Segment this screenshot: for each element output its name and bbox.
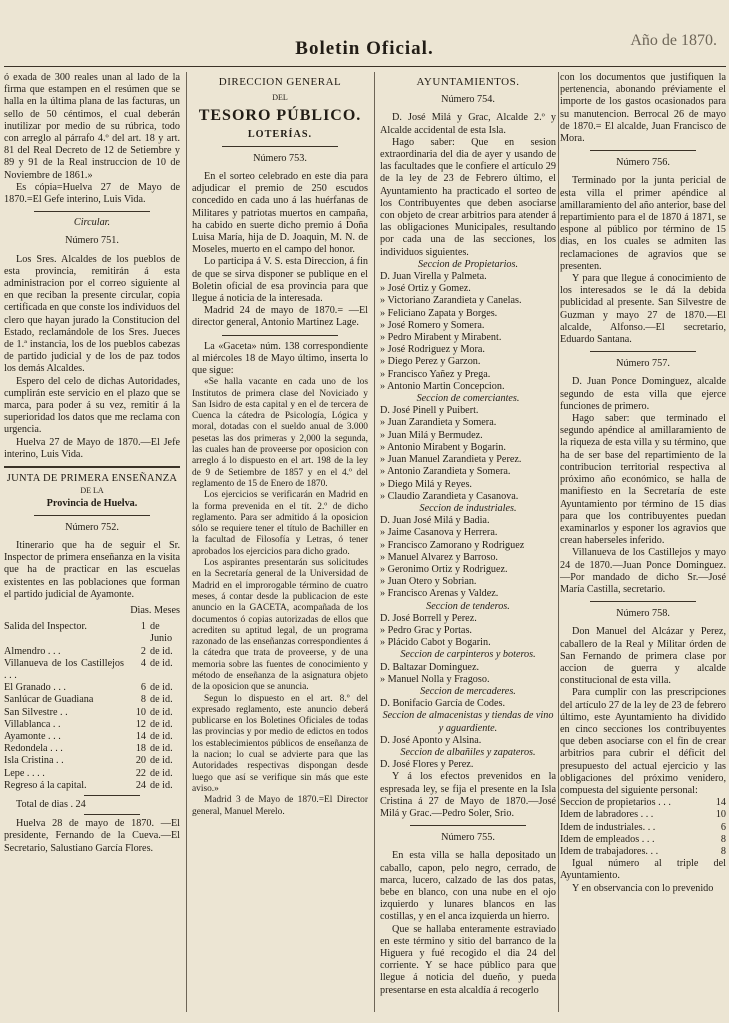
- section-heading: JUNTA DE PRIMERA ENSEÑANZA: [6, 473, 178, 485]
- itinerary-place: Salida del Inspector.: [4, 621, 87, 633]
- paragraph: Igual número al triple del Ayuntamiento.: [560, 858, 726, 882]
- list-item: » Manuel Alvarez y Barroso.: [380, 551, 498, 563]
- itinerary-day: 22: [135, 767, 146, 779]
- itinerary-month: de id.: [150, 718, 173, 730]
- itinerary-month: de id.: [150, 694, 173, 706]
- list-item: » José Romero y Somera.: [380, 319, 485, 331]
- paragraph: D. Juan Ponce Dominguez, alcalde segundo de esta villa que ejerce funciones de primero.: [560, 376, 726, 412]
- itinerary-day: 8: [140, 694, 146, 706]
- paragraph: «Se halla vacante en cada uno de los Institutos de primera clase del Noviciado y San Isidro de esta capital y en el de tercera de Cuenca la cátedra de Psicología, Lógica y moral, dotadas con el sueldo anual de 3.000 pesetas las dos primeras y 2,000 la segunda, las cuales han de proveerse por oposicion con arreglo á lo dispuesto en el art. 198 de la ley de 9 de Setiembre de 1857 y en el 4.º del reglamento de 15 de Enero de 1870.: [192, 377, 368, 489]
- itinerary-place: Villablanca . .: [4, 718, 61, 730]
- paragraph: D. José Milá y Grac, Alcalde 2.º y Alcalde accidental de esta Isla.: [380, 112, 556, 136]
- section-label: Seccion de almacenistas y tiendas de vino y aguardiente.: [382, 710, 554, 734]
- itinerary-month: de id.: [150, 706, 173, 718]
- paragraph: En esta villa se halla depositado un caballo, capon, pelo negro, cerrado, de marca, lucero, calzado de las dos patas, bebe en blanco, con una nube en el ojo izquierdo y lunares blancos en las costillas, y en el anca izquierda un hierro.: [380, 850, 556, 923]
- paragraph: Madrid 3 de Mayo de 1870.=El Director general, Manuel Merelo.: [192, 795, 368, 817]
- section-title: TESORO PÚBLICO.: [198, 107, 362, 125]
- itinerary-month: de Junio: [150, 621, 173, 645]
- table-row: [560, 822, 726, 834]
- list-item: » Claudio Zarandieta y Casanova.: [380, 490, 519, 502]
- itinerary-place: Sanlúcar de Guadiana: [4, 694, 94, 706]
- divider: [410, 825, 526, 826]
- sections-table: [560, 797, 726, 858]
- section-heading: DIRECCION GENERAL: [218, 76, 342, 88]
- itinerary-day: 4: [140, 657, 146, 669]
- table-row: [4, 768, 180, 780]
- paragraph: Y en observancia con lo prevenido: [572, 882, 714, 894]
- notice-number: Número 756.: [616, 157, 670, 169]
- itinerary-place: Ayamonte . . .: [4, 730, 61, 742]
- section-count: 8: [720, 845, 726, 857]
- table-row: [4, 780, 180, 792]
- list-item: » Juan Otero y Sobrian.: [380, 576, 477, 588]
- table-row: [560, 809, 726, 821]
- section-count: 14: [715, 797, 726, 809]
- list-item: » Pedro Mirabent y Mirabent.: [380, 332, 502, 344]
- list-item: » José Rodriguez y Mora.: [380, 344, 485, 356]
- itinerary-place: Redondela . . .: [4, 743, 63, 755]
- table-header: Dias. Meses: [130, 604, 180, 616]
- section-subheading: Provincia de Huelva.: [46, 497, 138, 509]
- column-2: [192, 72, 368, 818]
- table-row: [560, 834, 726, 846]
- paragraph: Hago saber: Que en sesion extraordinaria del dia de ayer y usando de las facultades que le confiere el artículo 29 de la ley de 23 de Febrero último, el Ayuntamiento ha practicado el sorteo de los Contribuyentes que deben asociarse con objeto de crear arbitrios para atender á las obligaciones Municipales, resultando por cada una de las secciones, los individuos siguientes.: [380, 136, 556, 258]
- list-item: » Juan Milá y Bermudez.: [380, 429, 483, 441]
- paragraph: Lo participa á V. S. esta Direccion, á fin de que se sirva disponer se publique en el Boletin oficial de esa provincia para que llegue á noticia de la interesada.: [192, 256, 368, 305]
- table-row: [4, 694, 180, 706]
- table-row: [4, 621, 180, 645]
- paragraph: Madrid 24 de mayo de 1870.= —El director general, Antonio Martinez Lage.: [192, 305, 368, 329]
- section-label: Idem de labradores . . .: [560, 809, 654, 821]
- list-item: D. Juan José Milá y Badia.: [380, 515, 490, 527]
- list-item: » Antonio Zarandieta y Somera.: [380, 466, 511, 478]
- notice-number: Número 752.: [65, 521, 119, 533]
- section-label: Seccion de albañiles y zapateros.: [400, 746, 536, 758]
- list-item: » Feliciano Zapata y Borges.: [380, 307, 498, 319]
- itinerary-day: 24: [135, 779, 146, 791]
- divider: [84, 795, 140, 796]
- list-item: » Juan Zarandieta y Somera.: [380, 417, 497, 429]
- list-item: » Diego Perez y Garzon.: [380, 356, 481, 368]
- notice-number: Número 758.: [616, 608, 670, 620]
- section-label: Idem de trabajadores. . .: [560, 845, 659, 857]
- name-list: [380, 698, 556, 710]
- list-item: » Francisco Arenas y Valdez.: [380, 588, 499, 600]
- table-row: [4, 731, 180, 743]
- paragraph: Y para que llegue á conocimiento de los interesados se le dá la debida publicidad al presente. San Silvestre de Guzman y mayo 27 de 1870.—El alcalde, Alfonso.—El secretario, Eduardo Santana.: [560, 273, 726, 346]
- itinerary-month: de id.: [150, 743, 173, 755]
- itinerary-place: Villanueva de los Castillejos . . .: [4, 657, 124, 681]
- notice-number: Número 757.: [616, 358, 670, 370]
- section-label: Idem de industriales. . .: [560, 821, 656, 833]
- list-item: » Antonio Martin Concepcion.: [380, 380, 505, 392]
- list-item: » Diego Milá y Reyes.: [380, 478, 472, 490]
- column-3: [380, 72, 556, 997]
- itinerary-day: 18: [135, 743, 146, 755]
- name-list: [380, 271, 556, 393]
- list-item: D. José Borrell y Perez.: [380, 612, 477, 624]
- table-row: [4, 707, 180, 719]
- itinerary-day: 12: [135, 718, 146, 730]
- section-label: Seccion de comerciantes.: [416, 393, 520, 405]
- notice-number: Número 755.: [441, 832, 495, 844]
- column-4: [560, 72, 726, 895]
- notice-number: Número 751.: [65, 235, 119, 247]
- paragraph: ó exada de 300 reales unan al lado de la firma que estampen en el resúmen que se halla en la última plana de las facturas, un sello de 50 céntimos, el cual deberán inutilizar por medio de su rúbrica, todo con arreglo al párrafo 4.º del art. 18 y art. 81 del Real Decreto de 12 de Setiembre y 89 y 91 de la Real instruccion de 10 de Noviembre de 1861.»: [4, 72, 180, 181]
- paragraph: Don Manuel del Alcázar y Perez, caballero de la Real y Militar órden de San Fernando de primera clase por accion de guerra y alcalde constitucional de esta villa.: [560, 626, 726, 687]
- paragraph: En el sorteo celebrado en este dia para adjudicar el premio de 250 escudos concedido en cada uno á las huérfanas de Militares y patriotas muertos en campaña, ha cabido en suerte dicho premio á Doña Luisa María, hija de D. Joaquin, M. N. de Moseles, muerto en el campo del honor.: [192, 171, 368, 256]
- itinerary-place: Isla Cristina . .: [4, 755, 64, 767]
- paragraph: con los documentos que justifiquen la pertenencia, abonando préviamente el importe de los gastos ocasionados para su manutencion. Berrocal 26 de mayo de 1870.= El alcalde, Juan Francisco de Mora.: [560, 72, 726, 145]
- divider: [34, 211, 150, 212]
- table-row: [560, 797, 726, 809]
- notice-number: Número 753.: [253, 152, 307, 164]
- itinerary-place: Regreso á la capital.: [4, 779, 87, 791]
- section-subheading: DE LA: [80, 486, 104, 496]
- paragraph: Terminado por la junta pericial de esta villa el primer apéndice al amillaramiento del año anterior, base del repartimiento para el de 1870 á 1871, se espone al público por término de 15 dias, en los cuales se admiten las reclamaciones de agravios que se presenten.: [560, 175, 726, 272]
- list-item: » Geronimo Ortiz y Rodriguez.: [380, 563, 508, 575]
- list-item: » Juan Manuel Zarandieta y Perez.: [380, 454, 522, 466]
- itinerary-day: 20: [135, 755, 146, 767]
- header-rule: [4, 66, 726, 67]
- list-item: » Jaime Casanova y Herrera.: [380, 527, 498, 539]
- divider: [4, 466, 180, 468]
- section-subheading: LOTERÍAS.: [247, 128, 313, 140]
- paragraph: Para cumplir con las prescripciones del artículo 27 de la ley de 23 de febrero último, este Ayuntamiento ha dividido en cinco secciones los contribuyentes que deben asociarse con el fin de crear arbitrios para cubrir el déficit del presupuesto del actual ejercicio y las obligaciones del próximo venidero, compuesta del siguiente personal:: [560, 687, 726, 796]
- list-item: D. José Flores y Perez.: [380, 759, 474, 771]
- masthead-title: Boletin Oficial.: [295, 38, 434, 59]
- divider: [590, 351, 696, 352]
- section-label: Seccion de industriales.: [419, 502, 517, 514]
- list-item: D. Baltazar Dominguez.: [380, 661, 480, 673]
- itinerary-day: 10: [135, 706, 146, 718]
- name-list: [380, 405, 556, 503]
- paragraph: Segun lo dispuesto en el art. 8.º del expresado reglamento, este anuncio deberá publicarse en los Boletines Oficiales de todas las provincias y por medio de edictos en todos los establecimientos públicos de enseñanza de la nacion; lo cual se advierte para que las Autoridades respectivas dispongan desde luego que así se verifique sin más que este aviso.»: [192, 693, 368, 794]
- paragraph: La «Gaceta» núm. 138 correspondiente al miércoles 18 de Mayo último, inserta lo que sigue:: [192, 340, 368, 377]
- name-list: [380, 515, 556, 600]
- itinerary-month: de id.: [150, 682, 173, 694]
- section-heading: Circular.: [73, 217, 111, 229]
- masthead: [0, 32, 729, 60]
- section-label: Seccion de mercaderes.: [420, 685, 516, 697]
- list-item: D. José Aponto y Alsina.: [380, 734, 482, 746]
- itinerary-place: San Silvestre . .: [4, 706, 68, 718]
- itinerary-day: 2: [140, 645, 146, 657]
- itinerary-day: 6: [140, 682, 146, 694]
- paragraph: Espero del celo de dichas Autoridades, cumplirán este servicio en el plazo que se marca, para poder á su vez, remitir á la superioridad los datos que me reclama con urgencia.: [4, 375, 180, 436]
- divider: [222, 146, 338, 147]
- table-row: [4, 755, 180, 767]
- paragraph: Los Sres. Alcaldes de los pueblos de esta provincia, remitirán á esta administracion por el correo siguiente al en que reciban la presente circular, copia certificada en que conste los individuos del clero que hayan jurado la Constitucion del Estado, reclamándole de los Sres. Jueces de 1.ª instancia, los de los pueblos cabezas de partido judicial y de los de paz todos los demás Alcaldes.: [4, 253, 180, 375]
- list-item: » Victoriano Zarandieta y Canelas.: [380, 295, 522, 307]
- itinerary-month: de id.: [150, 767, 173, 779]
- name-list: [380, 662, 556, 686]
- itinerary-month: de id.: [150, 755, 173, 767]
- divider: [34, 515, 150, 516]
- masthead-year: Año de 1870.: [630, 32, 717, 49]
- paragraph: Los aspirantes presentarán sus solicitudes en la Secretaría general de la Universidad de Madrid en el improrogable término de cuatro meses, á contar desde la publicacion de este anuncio en la GACETA, acompañada de los documentos ó copias autorizadas de ellos que acrediten su aptitud legal, de un programa razonado de las enseñanzas correspondientes á la cátedra que trata de proveerse, y de una memoria sobre las fuentes de conocimiento y método de enseñanza de la asignatura objeto de la oposicion que se anuncia.: [192, 558, 368, 693]
- table-row: [4, 646, 180, 658]
- table-row: [4, 682, 180, 694]
- table-row: [4, 658, 180, 682]
- itinerary-place: El Granado . . .: [4, 682, 66, 694]
- section-heading: AYUNTAMIENTOS.: [416, 76, 520, 88]
- paragraph: Hago saber: que terminado el segundo apéndice al amillaramiento de la riqueza de esta villa y su término, que ha de ser base del repartimiento de la contribucion territorial respectiva al próximo año económico, se halla de manifiesto en la Secretaría de este Ayuntamiento por término de 15 dias para que los contribuyentes puedan examinarlos y esponer los agravios que crean haberseles inferido.: [560, 413, 726, 547]
- paragraph: Que se hallaba enteramente estraviado en este término y sitio del barranco de la Higuera y fué recogido el dia 24 del corriente. Y se hace público para que llegue á noticia del dueño, y pueda presentarse en esta alcaldía á recogerlo: [380, 923, 556, 996]
- itinerary-table: [4, 621, 180, 792]
- section-label: Seccion de Propietarios.: [417, 258, 519, 270]
- section-count: 6: [720, 821, 726, 833]
- section-label: Idem de empleados . . .: [560, 833, 655, 845]
- paragraph: Huelva 27 de Mayo de 1870.—El Jefe interino, Luis Vida.: [4, 436, 180, 460]
- name-list: [380, 735, 556, 747]
- itinerary-day: 14: [135, 730, 146, 742]
- list-item: » Plácido Cabot y Bogarin.: [380, 637, 491, 649]
- list-item: » Francisco Zamorano y Rodriguez: [380, 539, 525, 551]
- table-row: [4, 743, 180, 755]
- itinerary-place: Lepe . . . .: [4, 767, 45, 779]
- itinerary-day: 1: [140, 621, 146, 633]
- table-row: [4, 719, 180, 731]
- divider: [590, 601, 696, 602]
- itinerary-month: de id.: [150, 645, 173, 657]
- paragraph: Los ejercicios se verificarán en Madrid en la forma prevenida en el tít. 2.º de dicho reglamento. Para ser admitido á la oposicion sólo se requiere tener el título de Bachiller en la facultad de Filosofía y Letras, ó tener aprobados los ejercicios para dicho grado.: [192, 490, 368, 557]
- paragraph: Es cópia=Huelva 27 de Mayo de 1870.=El Gefe interino, Luis Vida.: [4, 181, 180, 206]
- itinerary-month: de id.: [150, 730, 173, 742]
- list-item: » Manuel Nolla y Fragoso.: [380, 673, 490, 685]
- column-divider: [558, 72, 559, 1012]
- section-label: Seccion de tenderos.: [426, 600, 510, 612]
- total-days: Total de dias . 24: [16, 798, 86, 810]
- section-label: Seccion de carpinteros y boteros.: [400, 649, 536, 661]
- paragraph: Huelva 28 de mayo de 1870. —El presidente, Fernando de la Cueva.—El Secretario, Salustiano García Flores.: [4, 818, 180, 854]
- itinerary-place: Almendro . . .: [4, 645, 61, 657]
- name-list: [380, 759, 556, 771]
- table-row: [560, 846, 726, 858]
- list-item: » Antonio Mirabent y Bogarin.: [380, 441, 506, 453]
- list-item: D. Juan Virella y Palmeta.: [380, 271, 487, 283]
- paragraph: Itinerario que ha de seguir el Sr. Inspector de primera enseñanza en la visita que ha de practicar en las escuelas existentes en las poblaciones que forman el partido judicial de Ayamonte.: [4, 539, 180, 600]
- name-list: [380, 613, 556, 650]
- section-label: Seccion de propietarios . . .: [560, 797, 671, 809]
- column-1: [4, 72, 180, 855]
- divider: [590, 150, 696, 151]
- paragraph: Y á los efectos prevenidos en la espresada ley, se fija el presente en la Isla Cristina á 27 de Mayo de 1870.—José Milá y Grac.—Pedro Soler, Srio.: [380, 771, 556, 819]
- divider: [84, 814, 140, 815]
- column-divider: [374, 72, 375, 1012]
- list-item: » Pedro Grac y Portas.: [380, 624, 472, 636]
- column-divider: [186, 72, 187, 1012]
- list-item: » José Ortiz y Gomez.: [380, 283, 471, 295]
- list-item: » Francisco Yañez y Prega.: [380, 368, 491, 380]
- notice-number: Número 754.: [441, 94, 495, 106]
- itinerary-month: de id.: [150, 657, 173, 669]
- itinerary-month: de id.: [150, 779, 173, 791]
- section-count: 10: [715, 809, 726, 821]
- paragraph: Villanueva de los Castillejos y mayo 24 de 1870.—Juan Ponce Dominguez.—Por mandado de dicho Sr.—José María Castilla, secretario.: [560, 547, 726, 595]
- section-subheading: DEL: [272, 93, 288, 103]
- list-item: D. José Pinell y Puibert.: [380, 405, 479, 417]
- section-count: 8: [720, 833, 726, 845]
- list-item: D. Bonifacio García de Codes.: [380, 698, 506, 710]
- divider: [222, 335, 338, 336]
